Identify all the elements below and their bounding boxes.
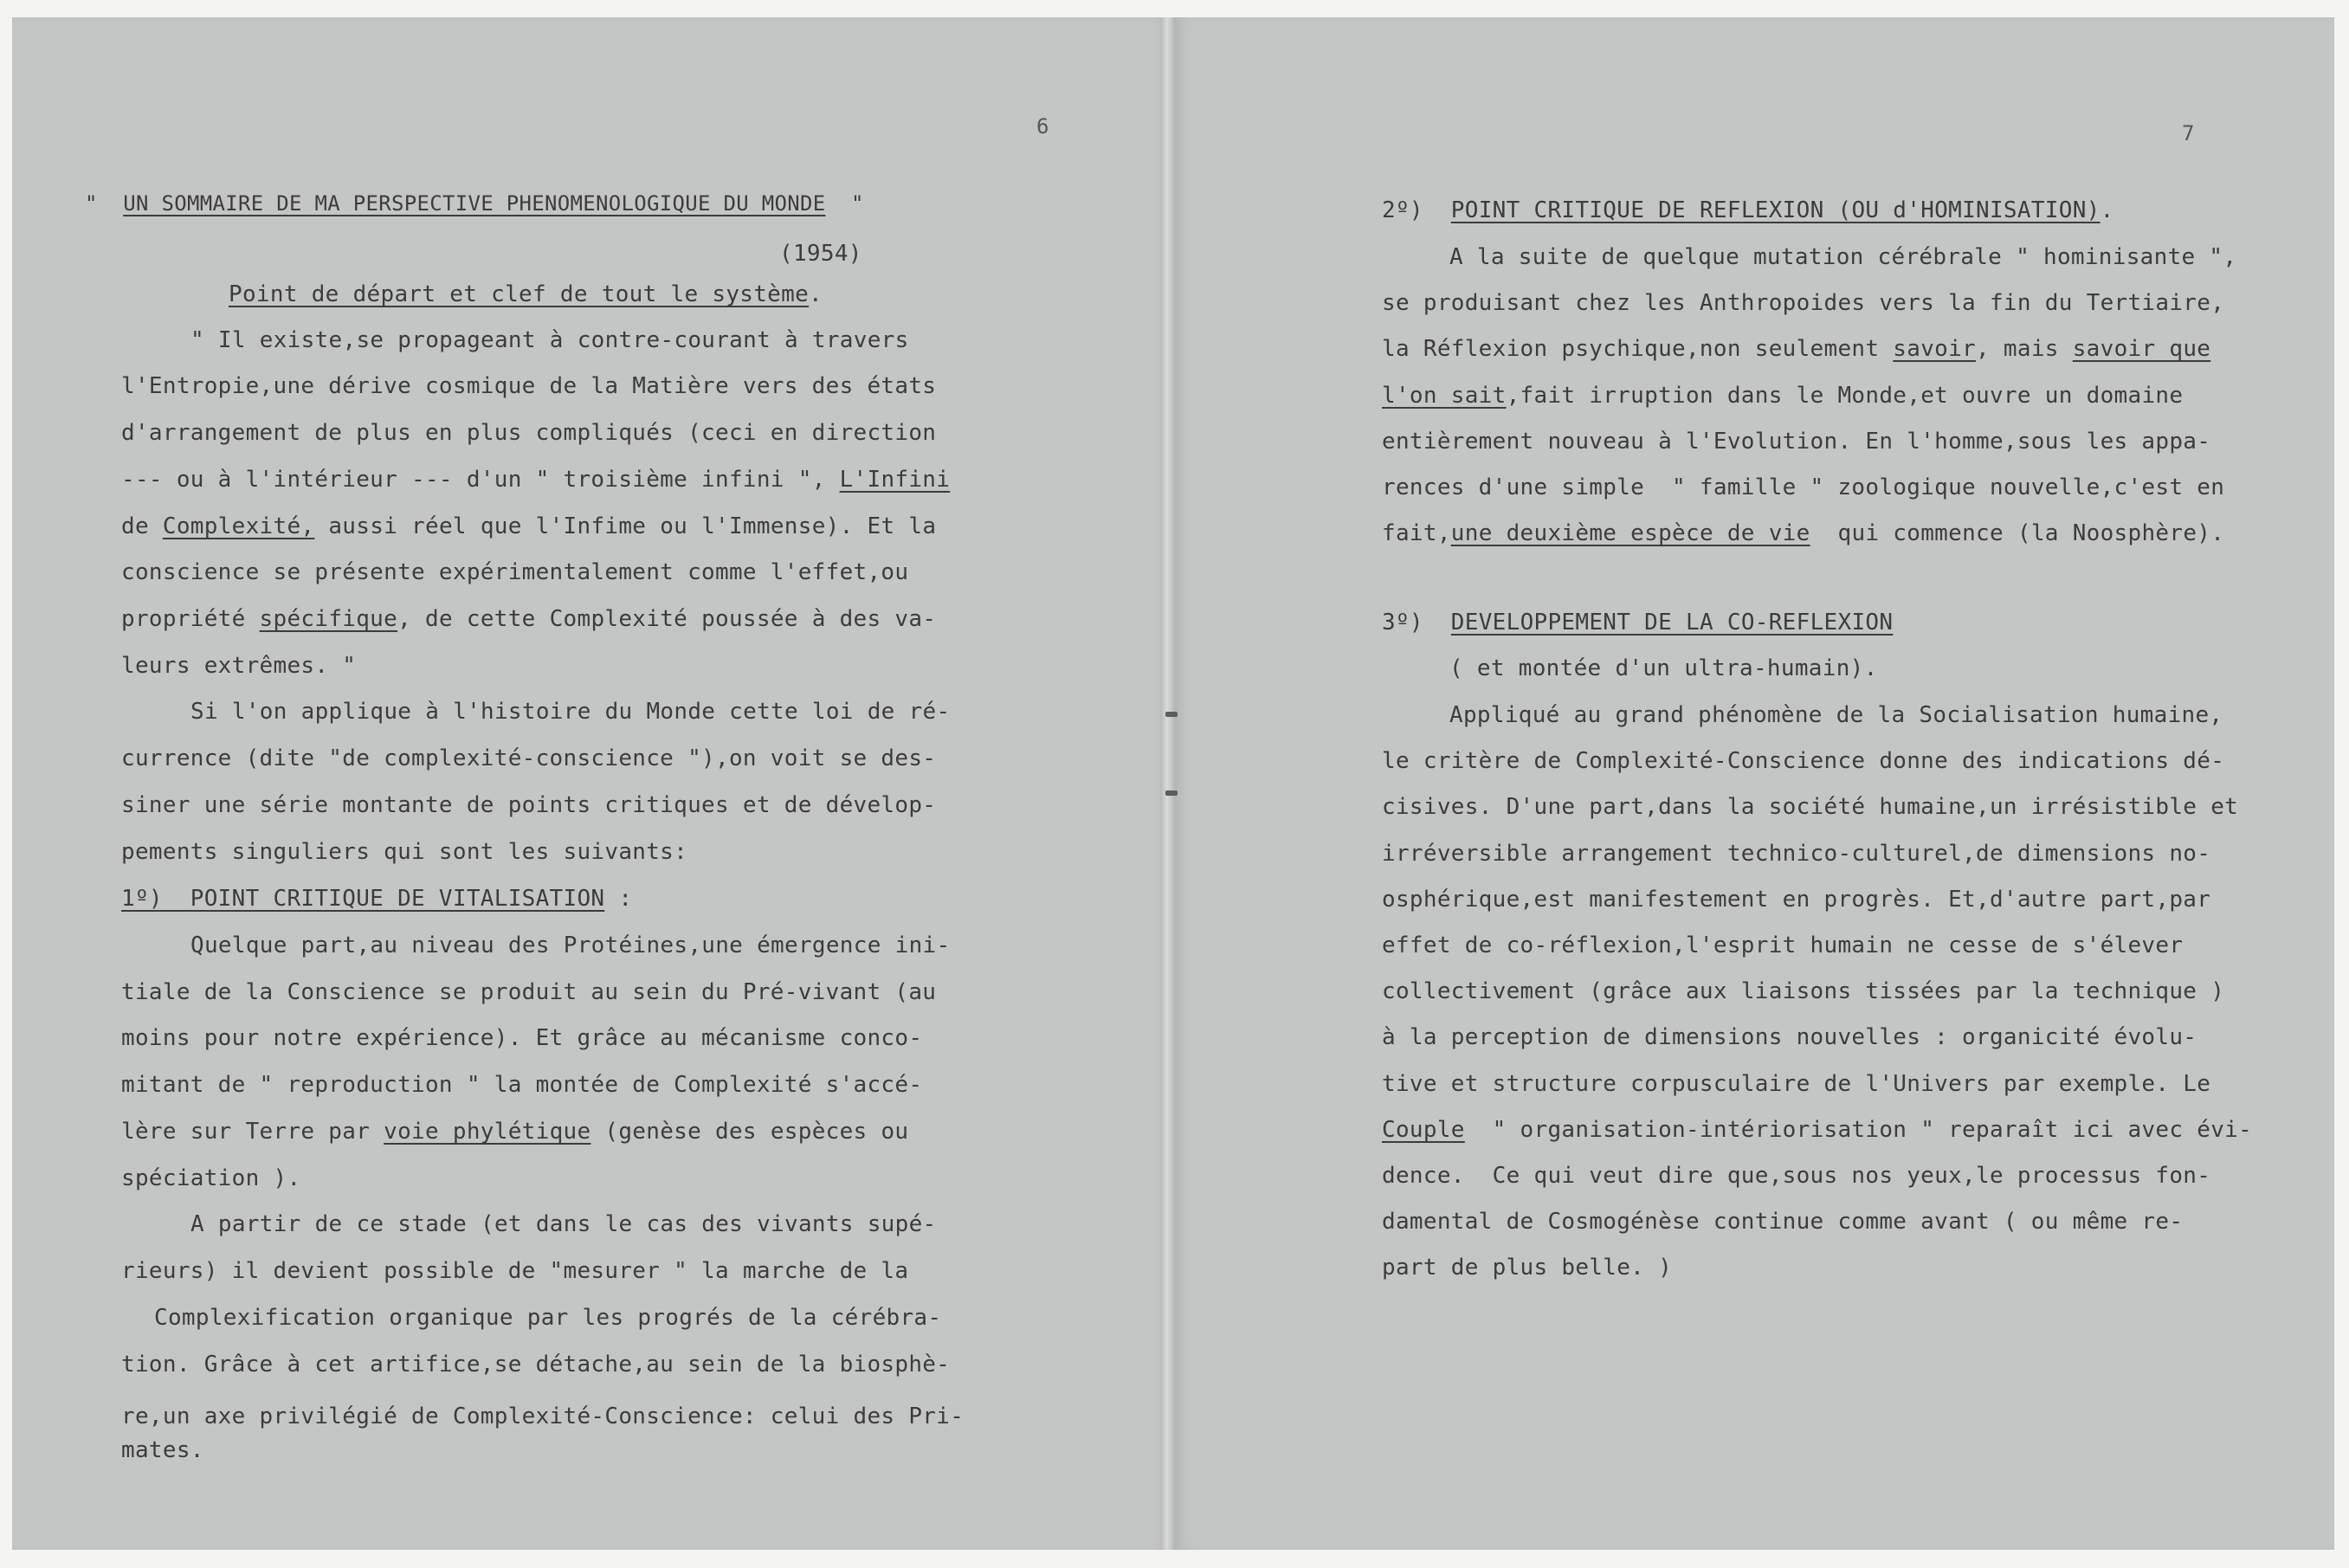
p1-line-2: l'Entropie,une dérive cosmique de la Matière vers des états [121,373,937,399]
p6-line-3: cisives. D'une part,dans la société humaine,un irrésistible et [1382,794,2239,820]
title-close-quote: " [850,191,864,216]
p1-line-8: leurs extrêmes. " [121,653,357,679]
section-1-heading: 1º) POINT CRITIQUE DE VITALISATION [121,886,605,912]
p3-line-1: Quelque part,au niveau des Protéines,une émergence ini- [190,932,951,958]
staple-top [1165,712,1178,717]
p6-line-6: effet de co-réflexion,l'esprit humain ne cesse de s'élever [1382,932,2184,958]
p6-line-1: Appliqué au grand phénomène de la Socialisation humaine, [1449,702,2223,728]
book-spine [1160,17,1174,1550]
p1-line-4: --- ou à l'intérieur --- d'un " troisième infini ", L'Infini [121,467,951,493]
p5-line-1: A la suite de quelque mutation cérébrale " hominisante ", [1449,244,2237,270]
p1-line-7: propriété spécifique, de cette Complexité poussée à des va- [121,606,937,632]
p6-line-11: dence. Ce qui veut dire que,sous nos yeux,le processus fon- [1382,1163,2211,1189]
p6-line-9: tive et structure corpusculaire de l'Univers par exemple. Le [1382,1071,2211,1097]
p1-line-1: " Il existe,se propageant à contre-courant à travers [190,327,909,353]
subtitle-line [229,281,823,307]
subtitle: Point de départ et clef de tout le système [229,281,810,307]
p5-line-5: entièrement nouveau à l'Evolution. En l'homme,sous les appa- [1382,429,2211,455]
p2-line-3: siner une série montante de points critiques et de dévelop- [121,792,937,818]
section-2-heading: POINT CRITIQUE DE REFLEXION (OU d'HOMINISATION) [1450,197,2101,223]
p3-line-2: tiale de la Conscience se produit au sein du Pré-vivant (au [121,979,937,1005]
section-3-number: 3º) [1382,610,1423,636]
p4-line-2: rieurs) il devient possible de "mesurer " la marche de la [121,1258,909,1284]
p6-line-10: Couple " organisation-intériorisation " reparaît ici avec évi- [1382,1117,2253,1143]
p2-line-1: Si l'on applique à l'histoire du Monde cette loi de ré- [190,699,951,725]
page-number-left: 6 [1036,114,1049,139]
p5-line-3: la Réflexion psychique,non seulement savoir, mais savoir que [1382,336,2211,362]
p3-line-3: moins pour notre expérience). Et grâce au mécanisme conco- [121,1025,923,1051]
p3-line-4: mitant de " reproduction " la montée de Complexité s'accé- [121,1072,923,1098]
section-3-subheading: ( et montée d'un ultra-humain). [1449,655,1878,681]
section-2-heading-line: 2º) POINT CRITIQUE DE REFLEXION (OU d'HOMINISATION). [1382,197,2114,223]
p6-line-2: le critère de Complexité-Conscience donne des indications dé- [1382,748,2225,774]
p5-line-7: fait,une deuxième espèce de vie qui commence (la Noosphère). [1382,520,2225,546]
section-3-heading-line [1382,610,1893,636]
p6-line-4: irréversible arrangement technico-culturel,de dimensions no- [1382,841,2211,867]
p3-line-6: spéciation ). [121,1165,301,1191]
p1-line-6: conscience se présente expérimentalement comme l'effet,ou [121,559,909,585]
p6-line-5: osphérique,est manifestement en progrès. Et,d'autre part,par [1382,887,2211,913]
p5-line-6: rences d'une simple " famille " zoologique nouvelle,c'est en [1382,474,2225,500]
p4-line-1: A partir de ce stade (et dans le cas des vivants supé- [190,1211,937,1237]
document-title: UN SOMMAIRE DE MA PERSPECTIVE PHENOMENOLOGIQUE DU MONDE [123,191,826,216]
section-3-heading: DEVELOPPEMENT DE LA CO-REFLEXION [1450,610,1894,636]
title-year: (1954) [779,241,862,267]
page-number-right: 7 [2182,121,2195,145]
p2-line-2: currence (dite "de complexité-conscience "),on voit se des- [121,745,937,771]
title-line [85,190,864,216]
p6-line-7: collectivement (grâce aux liaisons tissées par la technique ) [1382,978,2225,1004]
p6-line-8: à la perception de dimensions nouvelles : organicité évolu- [1382,1024,2197,1050]
p6-line-12: damental de Cosmogénèse continue comme avant ( ou même re- [1382,1209,2184,1235]
section-2-number: 2º) [1382,197,1423,223]
p1-line-3: d'arrangement de plus en plus compliqués (ceci en direction [121,420,937,446]
subtitle-period: . [809,281,823,307]
p3-line-5: lère sur Terre par voie phylétique (genèse des espèces ou [121,1119,909,1145]
p5-line-2: se produisant chez les Anthropoides vers la fin du Tertiaire, [1382,290,2225,316]
p4-line-4: tion. Grâce à cet artifice,se détache,au sein de la biosphè- [121,1352,951,1378]
p1-line-5: de Complexité, aussi réel que l'Infime ou l'Immense). Et la [121,513,937,539]
p5-line-4: l'on sait,fait irruption dans le Monde,et ouvre un domaine [1382,383,2184,409]
title-open-quote: " [85,191,98,216]
p4-line-6: mates. [121,1437,204,1463]
p2-line-4: pements singuliers qui sont les suivants: [121,839,688,865]
section-1-heading-line: 1º) POINT CRITIQUE DE VITALISATION : [121,886,633,912]
p4-line-5: re,un axe privilégié de Complexité-Conscience: celui des Pri- [121,1403,965,1429]
staple-bottom [1165,790,1178,796]
p4-line-3: Complexification organique par les progrés de la cérébra- [154,1305,942,1331]
p6-line-13: part de plus belle. ) [1382,1255,1673,1281]
